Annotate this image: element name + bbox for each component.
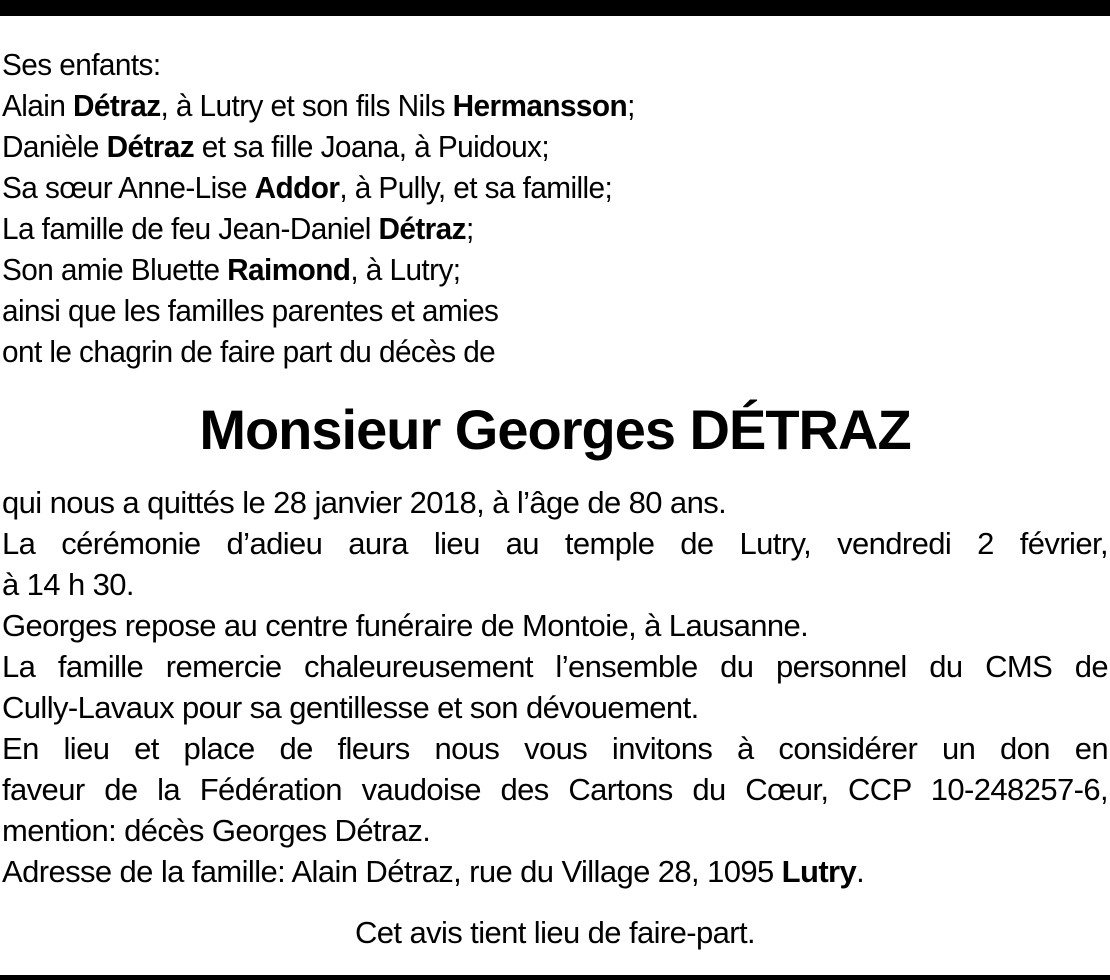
family-line-3: Sa sœur Anne-Lise Addor, à Pully, et sa famille; [2, 170, 613, 205]
family-line-2: Danièle Détraz et sa fille Joana, à Puidoux; [2, 129, 550, 164]
family-line-6: ainsi que les familles parentes et amies [2, 293, 499, 328]
details-line-6: Cully-Lavaux pour sa gentillesse et son dévouement. [2, 690, 699, 725]
surname-bold: Hermansson [452, 88, 628, 123]
details-line-5: La famille remercie chaleureusement l’ensemble du personnel du CMS de [2, 649, 1108, 684]
details-line-2: La cérémonie d’adieu aura lieu au temple de Lutry, vendredi 2 février, [2, 526, 1108, 561]
surname-bold: Détraz [72, 88, 161, 123]
surname-bold: Détraz [378, 211, 466, 246]
details-line-9: mention: décès Georges Détraz. [2, 813, 431, 848]
family-address: Adresse de la famille: Alain Détraz, rue du Village 28, 1095 Lutry. [2, 854, 865, 889]
surname-bold: Détraz [106, 129, 195, 164]
details-line-7: En lieu et place de fleurs nous vous invitons à considérer un don en [2, 731, 1108, 766]
announcement-details [2, 482, 1108, 892]
closing-note: Cet avis tient lieu de faire-part. [354, 915, 756, 950]
family-line-4: La famille de feu Jean-Daniel Détraz; [2, 211, 474, 246]
details-line-8: faveur de la Fédération vaudoise des Cartons du Cœur, CCP 10-248257-6, [2, 772, 1108, 807]
deceased-name-heading: Monsieur Georges DÉTRAZ [199, 398, 911, 461]
details-line-4: Georges repose au centre funéraire de Montoie, à Lausanne. [2, 608, 809, 643]
top-border-rule [0, 0, 1110, 16]
bottom-border-rule [0, 975, 1110, 980]
details-line-3: à 14 h 30. [2, 567, 134, 602]
family-announcement [2, 44, 1058, 372]
family-line-7: ont le chagrin de faire part du décès de [2, 334, 496, 369]
surname-bold: Addor [254, 170, 340, 205]
surname-bold: Raimond [227, 252, 351, 287]
address-city-bold: Lutry [781, 854, 857, 889]
family-heading: Ses enfants: [2, 47, 161, 82]
details-line-1: qui nous a quittés le 28 janvier 2018, à l’âge de 80 ans. [2, 485, 727, 520]
family-line-1: Alain Détraz, à Lutry et son fils Nils Hermansson; [2, 88, 635, 123]
family-line-5: Son amie Bluette Raimond, à Lutry; [2, 252, 461, 287]
